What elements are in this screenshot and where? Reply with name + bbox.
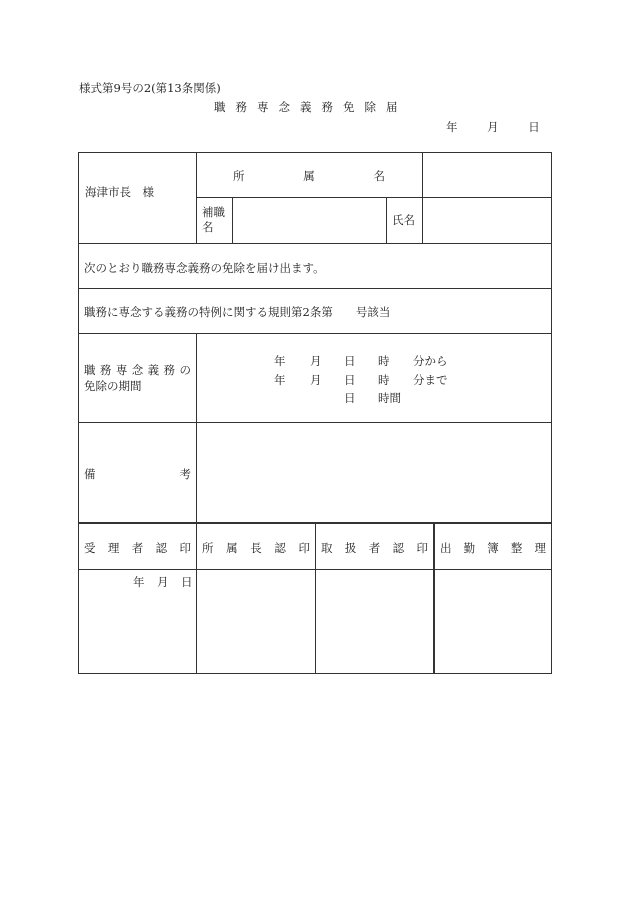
attendance-record-label: 出 勤 簿 整 理 <box>440 541 546 555</box>
remarks-field[interactable] <box>197 423 551 521</box>
position-field[interactable] <box>233 198 385 242</box>
handler-seal-box[interactable] <box>316 570 432 673</box>
form-number: 様式第9号の2(第13条関係) <box>79 81 221 95</box>
submission-date: 年 月 日 <box>446 120 540 134</box>
chief-seal-box[interactable] <box>197 570 314 673</box>
addressee: 海津市長 様 <box>85 185 154 199</box>
row-divider <box>78 288 552 289</box>
affiliation-field[interactable] <box>423 153 551 197</box>
remarks-label: 備 考 <box>84 467 191 481</box>
row-divider <box>78 243 552 244</box>
receiver-approval-label: 受 理 者 認 印 <box>84 541 191 555</box>
chief-approval-label: 所 属 長 認 印 <box>202 541 310 555</box>
period-label-line1: 職 務 専 念 義 務 の <box>84 363 191 377</box>
row-divider <box>78 333 552 334</box>
column-divider <box>196 152 197 243</box>
name-label: 氏名 <box>392 213 415 227</box>
column-divider <box>386 197 387 243</box>
affiliation-label: 所 属 名 <box>233 169 385 183</box>
period-label-line2: 免除の期間 <box>84 379 142 393</box>
statement-text: 次のとおり職務専念義務の免除を届け出ます。 <box>84 261 325 275</box>
name-field[interactable] <box>423 198 551 242</box>
attendance-seal-box[interactable] <box>435 570 551 673</box>
regulation-text: 職務に専念する義務の特例に関する規則第2条第 号該当 <box>84 305 391 319</box>
position-label: 補職名 <box>202 205 225 234</box>
handler-approval-label: 取 扱 者 認 印 <box>321 541 428 555</box>
document-title: 職務専念義務免除届 <box>214 100 408 114</box>
